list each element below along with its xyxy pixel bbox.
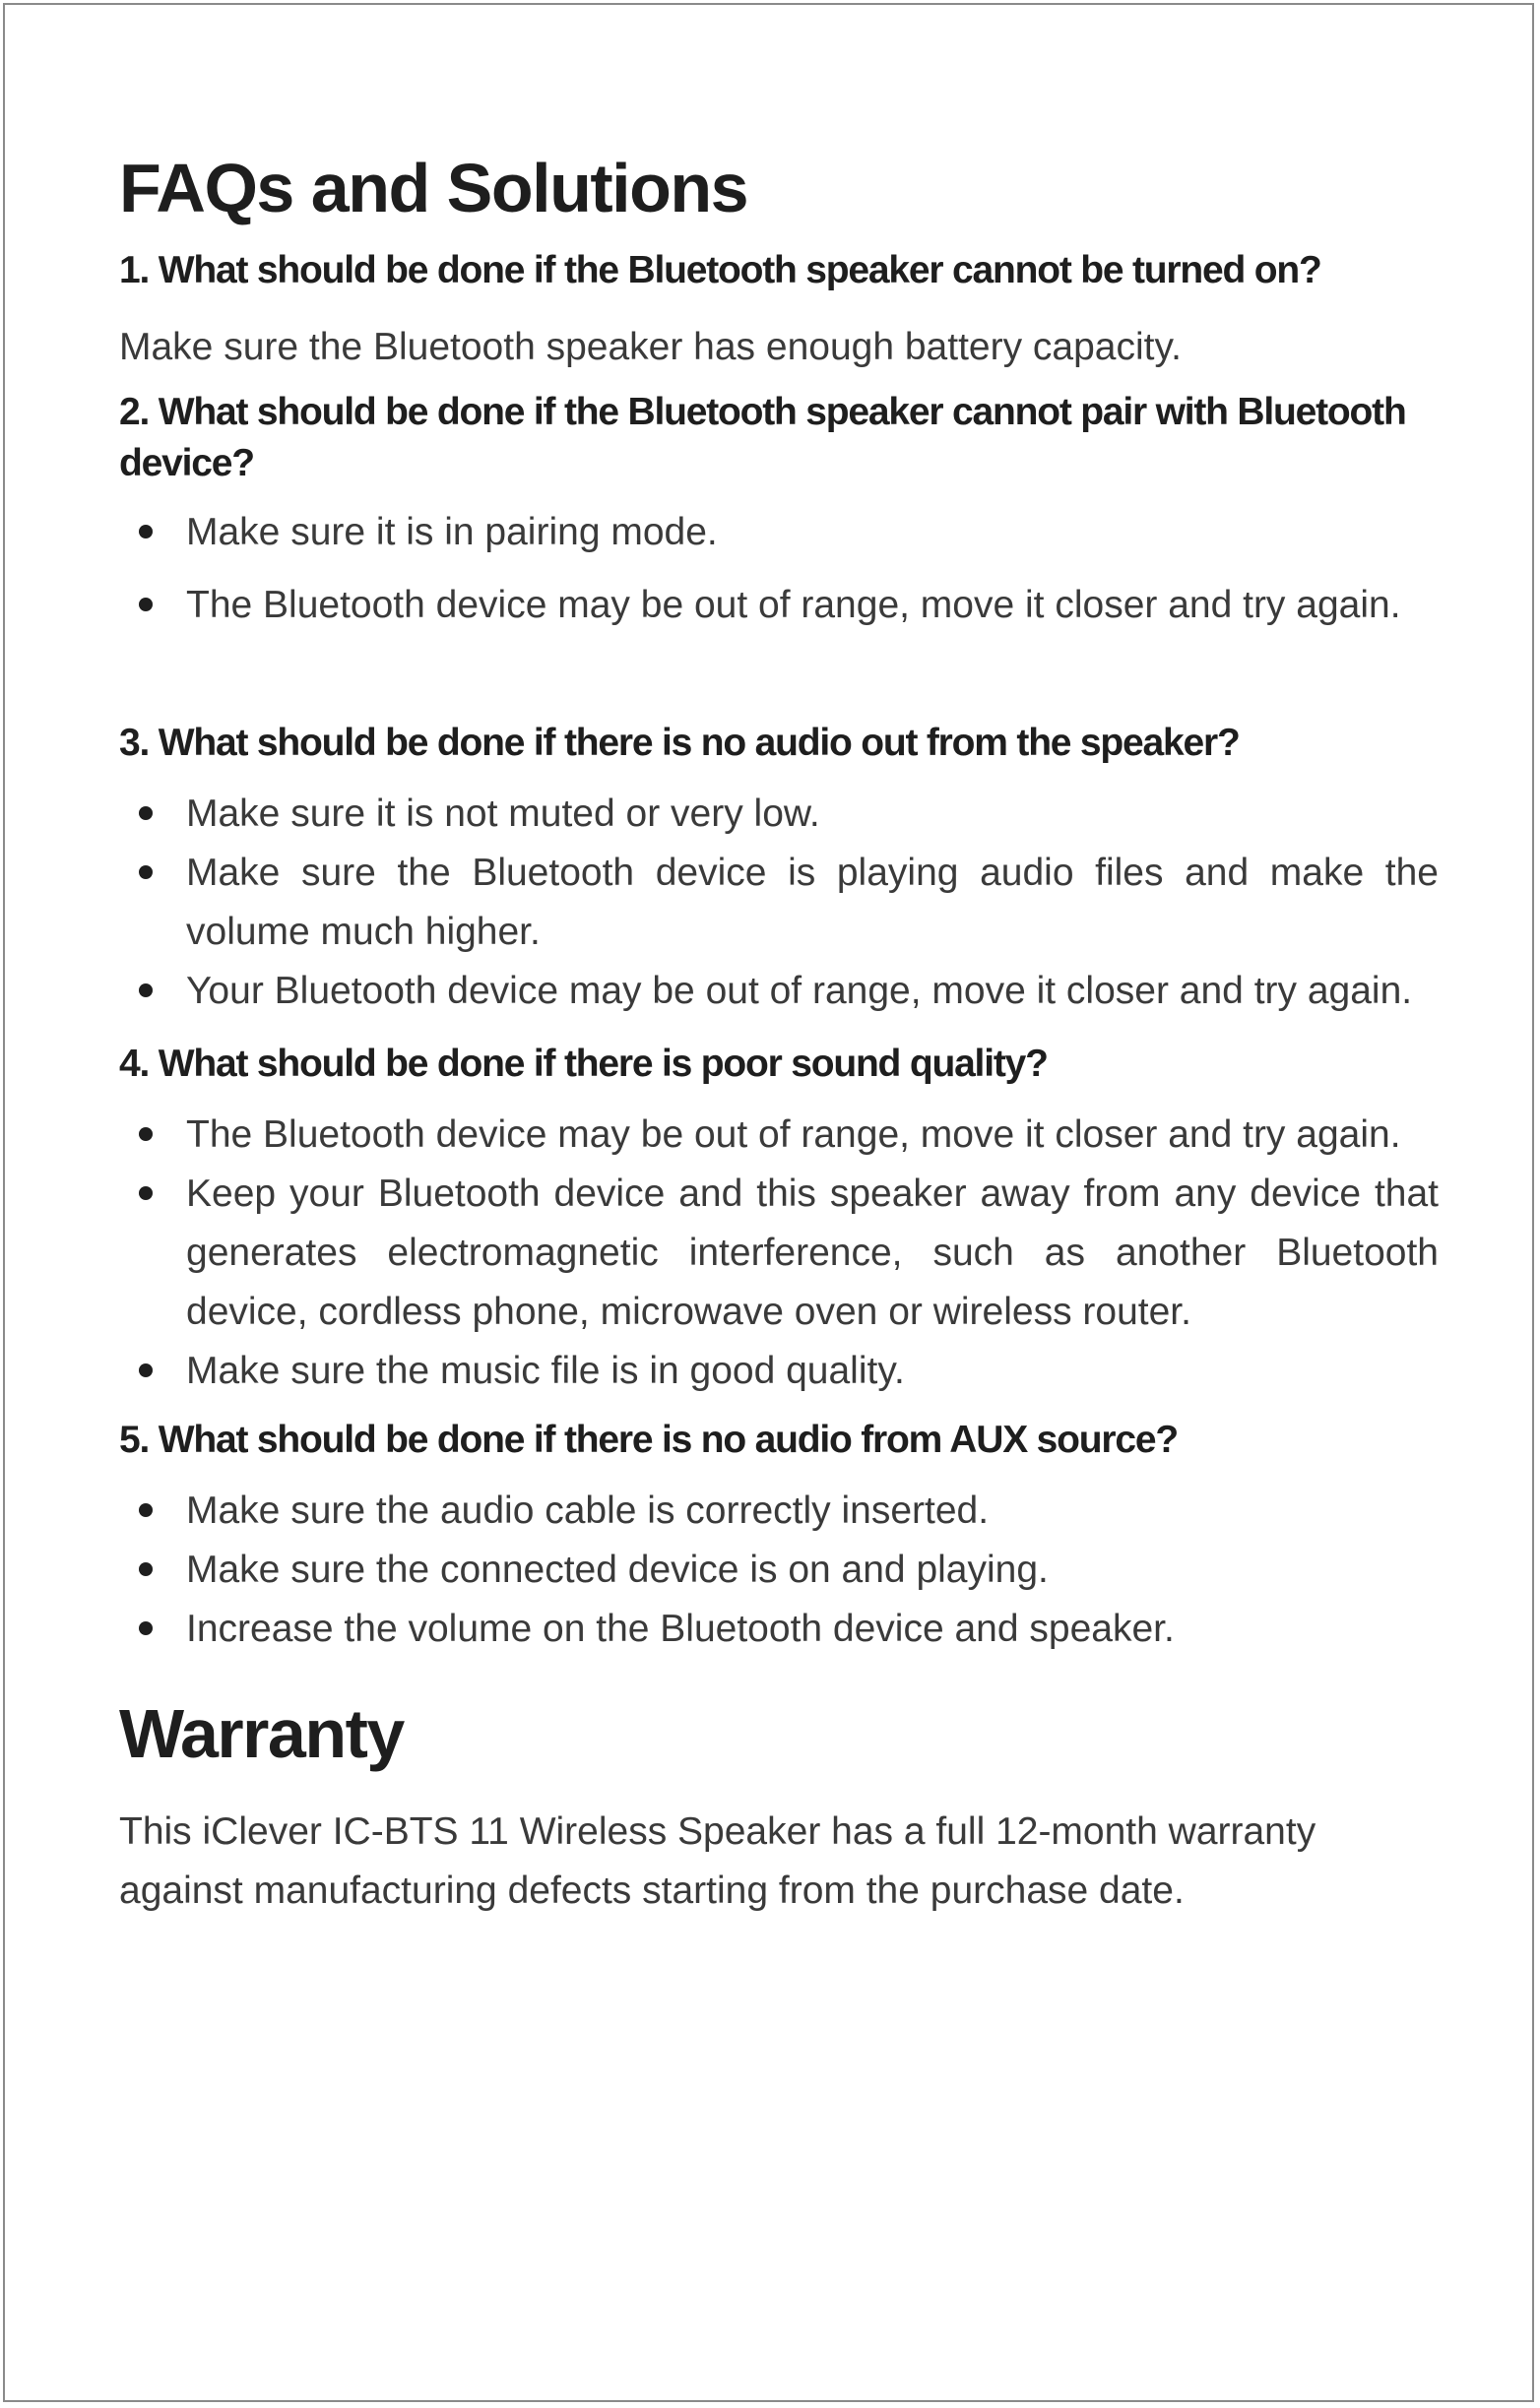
list-item: Make sure the music file is in good quality. <box>119 1342 1439 1401</box>
faq-bullets-3 <box>119 785 1439 1021</box>
faq-item-1 <box>119 245 1439 377</box>
bullet-dot-icon <box>139 1186 153 1200</box>
bullet-dot-icon <box>139 1562 153 1576</box>
list-item: Make sure it is not muted or very low. <box>119 785 1439 844</box>
faq-bullets-2 <box>119 503 1439 635</box>
faq-item-2 <box>119 387 1439 635</box>
page-frame <box>3 3 1534 2402</box>
faq-question-2: 2. What should be done if the Bluetooth speaker cannot pair with Bluetooth device? <box>119 391 1406 484</box>
bullet-dot-icon <box>139 598 153 611</box>
faq-question-4: 4. What should be done if there is poor sound quality? <box>119 1043 1048 1085</box>
bullet-dot-icon <box>139 865 153 879</box>
bullet-dot-icon <box>139 525 153 539</box>
faq-bullets-5 <box>119 1482 1439 1659</box>
document-content <box>119 143 1439 1921</box>
bullet-dot-icon <box>139 806 153 820</box>
bullet-dot-icon <box>139 1127 153 1141</box>
list-item: Your Bluetooth device may be out of range, move it closer and try again. <box>119 962 1439 1021</box>
list-item: Make sure the audio cable is correctly inserted. <box>119 1482 1439 1541</box>
faq-question-5: 5. What should be done if there is no audio from AUX source? <box>119 1419 1178 1461</box>
warranty-text: This iClever IC-BTS 11 Wireless Speaker has a full 12-month warranty against manufacturing defects starting from the purchase date. <box>119 1810 1316 1912</box>
list-item: Make sure the connected device is on and playing. <box>119 1541 1439 1600</box>
faq-bullets-4 <box>119 1106 1439 1401</box>
faq-answer-1: Make sure the Bluetooth speaker has enough battery capacity. <box>119 326 1182 368</box>
bullet-dot-icon <box>139 1621 153 1635</box>
faq-item-3 <box>119 718 1439 1021</box>
faq-item-4 <box>119 1039 1439 1401</box>
bullet-dot-icon <box>139 1363 153 1377</box>
faq-question-3: 3. What should be done if there is no audio out from the speaker? <box>119 722 1240 764</box>
warranty-title: Warranty <box>119 1695 404 1772</box>
list-item: Increase the volume on the Bluetooth device and speaker. <box>119 1600 1439 1659</box>
faq-title: FAQs and Solutions <box>119 150 748 226</box>
list-item: Keep your Bluetooth device and this speaker away from any device that generates electromagnetic interference, such as another Bluetooth device, cordless phone, microwave oven or wireless router. <box>119 1165 1439 1342</box>
bullet-dot-icon <box>139 1503 153 1517</box>
list-item: The Bluetooth device may be out of range, move it closer and try again. <box>119 576 1439 635</box>
list-item: The Bluetooth device may be out of range, move it closer and try again. <box>119 1106 1439 1165</box>
list-item: Make sure it is in pairing mode. <box>119 503 1439 562</box>
faq-item-5 <box>119 1415 1439 1659</box>
list-item: Make sure the Bluetooth device is playing audio files and make the volume much higher. <box>119 844 1439 962</box>
bullet-dot-icon <box>139 983 153 997</box>
faq-question-1: 1. What should be done if the Bluetooth speaker cannot be turned on? <box>119 249 1321 291</box>
